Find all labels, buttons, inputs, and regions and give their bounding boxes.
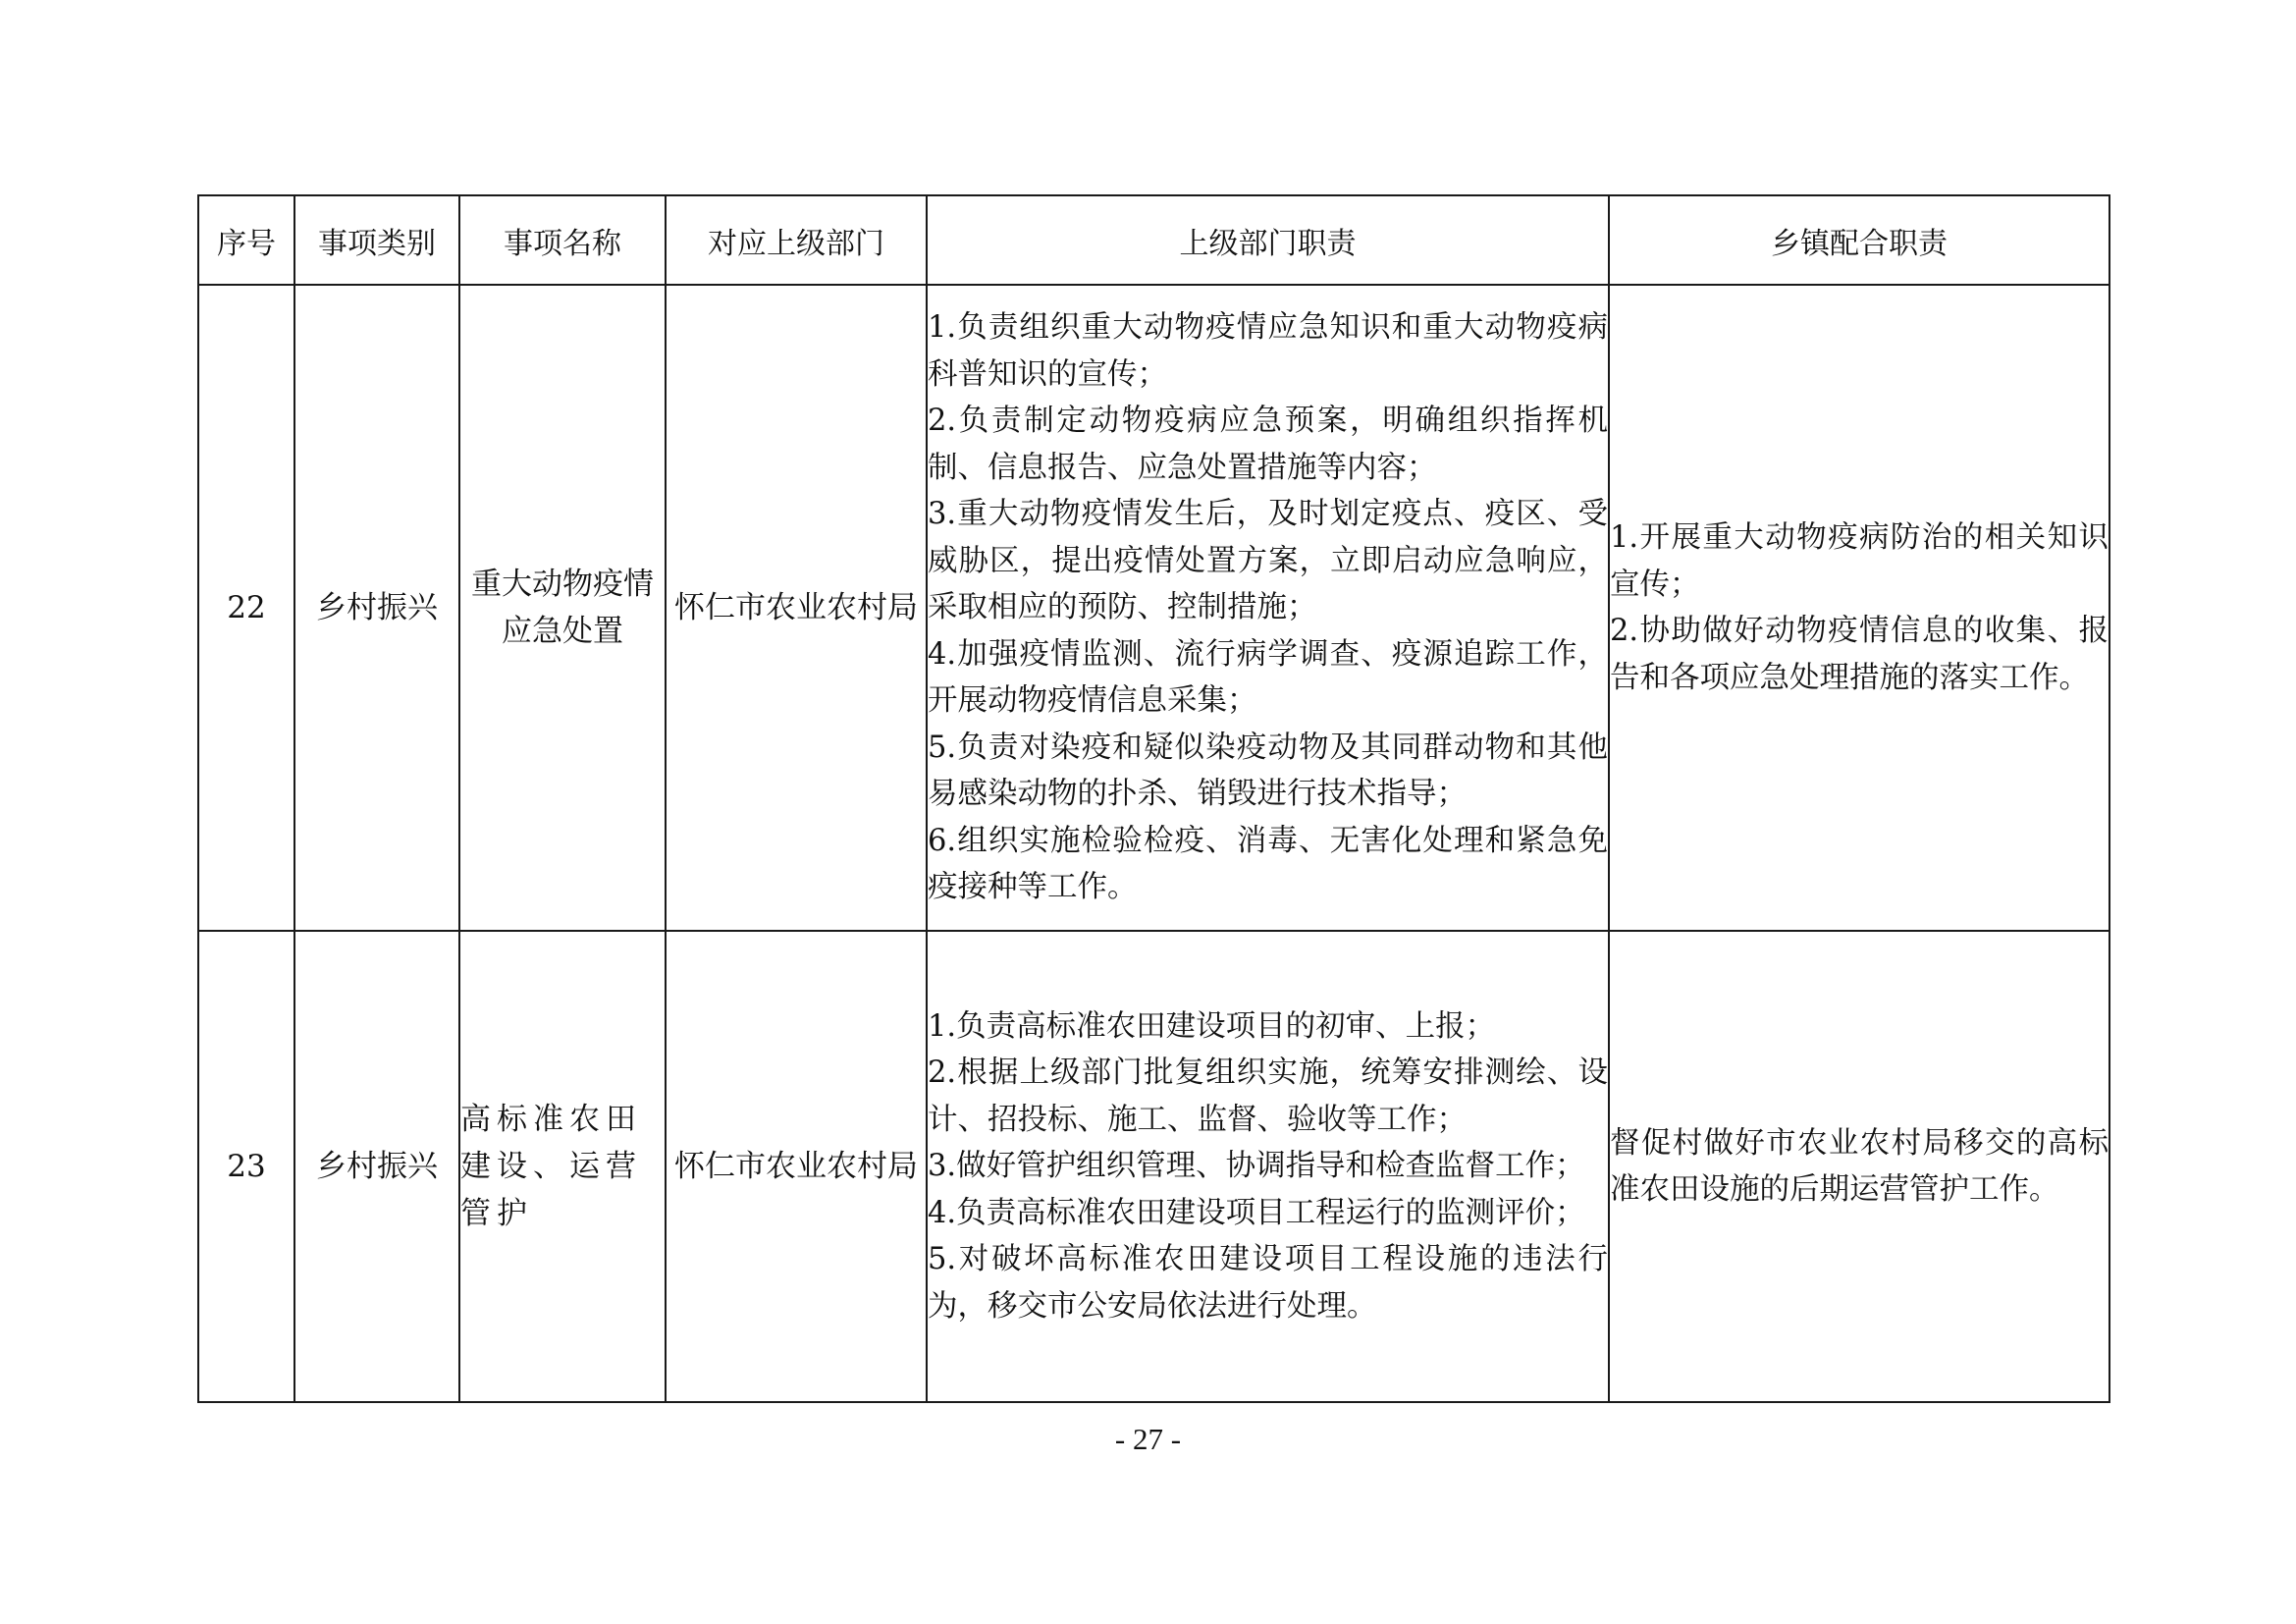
duty-item: 5.负责对染疫和疑似染疫动物及其同群动物和其他易感染动物的扑杀、销毁进行技术指导； xyxy=(928,730,1608,812)
row-no: 23 xyxy=(198,931,294,1402)
table-row xyxy=(198,931,2109,1402)
duty-item: 5.对破坏高标准农田建设项目工程设施的违法行为，移交市公安局依法进行处理。 xyxy=(928,1242,1608,1324)
table-row xyxy=(198,285,2109,931)
duty-item: 2.负责制定动物疫病应急预案，明确组织指挥机制、信息报告、应急处置措施等内容； xyxy=(928,404,1608,485)
header-township-duties: 乡镇配合职责 xyxy=(1609,195,2109,285)
duty-table xyxy=(197,194,2110,1403)
superior-duties-cell xyxy=(927,285,1609,931)
duty-item: 4.加强疫情监测、流行病学调查、疫源追踪工作，开展动物疫情信息采集； xyxy=(928,636,1608,719)
duty-item: 6.组织实施检验检疫、消毒、无害化处理和紧急免疫接种等工作。 xyxy=(928,823,1608,905)
table-header-row xyxy=(198,195,2109,285)
header-category: 事项类别 xyxy=(294,195,459,285)
duty-item: 3.做好管护组织管理、协调指导和检查监督工作； xyxy=(928,1149,1585,1184)
row-name: 高标准农田建设、运营管护 xyxy=(459,931,666,1402)
duty-item: 4.负责高标准农田建设项目工程运行的监测评价； xyxy=(928,1195,1585,1230)
superior-duties-cell xyxy=(927,931,1609,1402)
duty-item: 1.负责高标准农田建设项目的初审、上报； xyxy=(928,1008,1496,1044)
header-name: 事项名称 xyxy=(459,195,666,285)
township-duty-item: 督促村做好市农业农村局移交的高标准农田设施的后期运营管护工作。 xyxy=(1610,1125,2109,1207)
duty-item: 3.重大动物疫情发生后，及时划定疫点、疫区、受威胁区，提出疫情处置方案，立即启动应急响应，采取相应的预防、控制措施； xyxy=(928,497,1608,625)
row-department: 怀仁市农业农村局 xyxy=(666,931,927,1402)
township-duty-item: 2.协助做好动物疫情信息的收集、报告和各项应急处理措施的落实工作。 xyxy=(1610,614,2109,695)
header-superior-duties: 上级部门职责 xyxy=(927,195,1609,285)
township-duties-cell xyxy=(1609,285,2109,931)
row-department: 怀仁市农业农村局 xyxy=(666,285,927,931)
header-no: 序号 xyxy=(198,195,294,285)
township-duties-cell xyxy=(1609,931,2109,1402)
header-department: 对应上级部门 xyxy=(666,195,927,285)
duty-item: 2.根据上级部门批复组织实施，统筹安排测绘、设计、招投标、施工、监督、验收等工作； xyxy=(928,1056,1608,1137)
row-category: 乡村振兴 xyxy=(294,931,459,1402)
page-number: - 27 - xyxy=(1114,1422,1182,1456)
row-name: 重大动物疫情应急处置 xyxy=(459,285,666,931)
row-category: 乡村振兴 xyxy=(294,285,459,931)
duty-item: 1.负责组织重大动物疫情应急知识和重大动物疫病科普知识的宣传； xyxy=(928,310,1608,392)
township-duty-item: 1.开展重大动物疫病防治的相关知识宣传； xyxy=(1610,520,2109,602)
row-no: 22 xyxy=(198,285,294,931)
